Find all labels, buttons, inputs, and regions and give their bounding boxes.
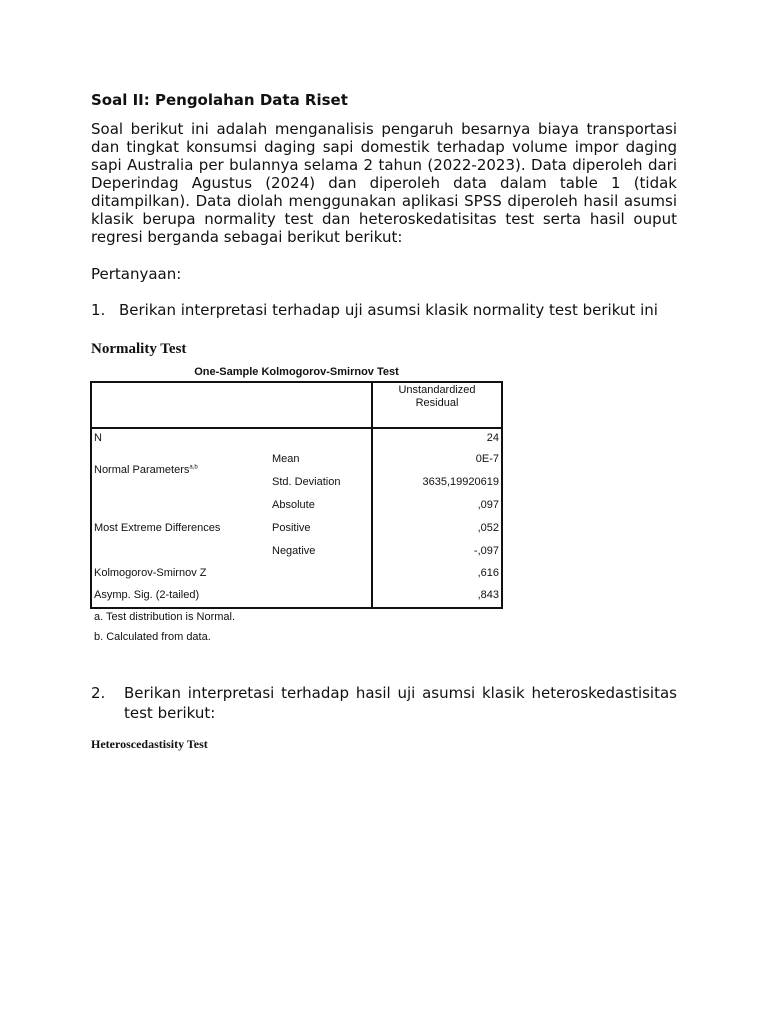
question-2-number: 2. bbox=[91, 684, 106, 702]
table-header-divider bbox=[90, 427, 503, 429]
table-column-divider bbox=[371, 381, 373, 609]
row-sublabel: Std. Deviation bbox=[272, 476, 341, 488]
question-1-number: 1. bbox=[91, 301, 106, 319]
table-caption: One-Sample Kolmogorov-Smirnov Test bbox=[194, 366, 399, 378]
row-sublabel: Absolute bbox=[272, 499, 315, 511]
row-value: ,097 bbox=[477, 499, 499, 511]
row-label: Kolmogorov-Smirnov Z bbox=[94, 567, 207, 579]
question-2-text: Berikan interpretasi terhadap hasil uji asumsi klasik heteroskedastisitas test berikut: bbox=[124, 684, 677, 722]
column-header-line-1: Unstandardized bbox=[398, 384, 476, 396]
question-1-text: Berikan interpretasi terhadap uji asumsi klasik normality test berikut ini bbox=[119, 301, 658, 319]
row-sublabel: Positive bbox=[272, 522, 311, 534]
section-heading: Soal II: Pengolahan Data Riset bbox=[91, 91, 348, 109]
normality-test-title: Normality Test bbox=[91, 341, 187, 357]
question-1 bbox=[91, 301, 691, 319]
ks-test-table bbox=[90, 381, 503, 609]
table-note: b. Calculated from data. bbox=[94, 631, 211, 643]
row-value: 3635,19920619 bbox=[422, 476, 499, 488]
row-label: Normal Parameters bbox=[94, 464, 190, 476]
footnote-marker: a,b bbox=[189, 464, 198, 471]
intro-paragraph: Soal berikut ini adalah menganalisis pengaruh besarnya biaya transportasi dan tingkat konsumsi daging sapi domestik terhadap volume impor daging sapi Australia per bulannya selama 2 tahun (2022-2023). Data diperoleh dari Deperindag Agustus (2024) dan diperoleh data dalam table 1 (tidak ditampilkan). Data diolah menggunakan aplikasi SPSS diperoleh hasil asumsi klasik berupa normality test dan heteroskedatisitas test serta hasil ouput regresi berganda sebagai berikut berikut: bbox=[91, 120, 677, 246]
row-value: -,097 bbox=[473, 545, 499, 557]
row-label: Asymp. Sig. (2-tailed) bbox=[94, 589, 200, 601]
row-value: ,843 bbox=[477, 589, 499, 601]
questions-label: Pertanyaan: bbox=[91, 265, 182, 283]
column-header bbox=[373, 384, 501, 410]
row-value: 24 bbox=[486, 432, 499, 444]
row-label-normal-parameters bbox=[94, 464, 198, 476]
row-sublabel: Negative bbox=[272, 545, 316, 557]
row-label: N bbox=[94, 432, 102, 444]
table-note: a. Test distribution is Normal. bbox=[94, 611, 236, 623]
heteroscedasticity-test-title: Heteroscedastisity Test bbox=[91, 737, 208, 751]
row-value: 0E-7 bbox=[475, 453, 499, 465]
row-value: ,052 bbox=[477, 522, 499, 534]
question-2 bbox=[91, 683, 677, 723]
row-sublabel: Mean bbox=[272, 453, 300, 465]
row-value: ,616 bbox=[477, 567, 499, 579]
row-label: Most Extreme Differences bbox=[94, 522, 221, 534]
column-header-line-2: Residual bbox=[415, 397, 459, 409]
